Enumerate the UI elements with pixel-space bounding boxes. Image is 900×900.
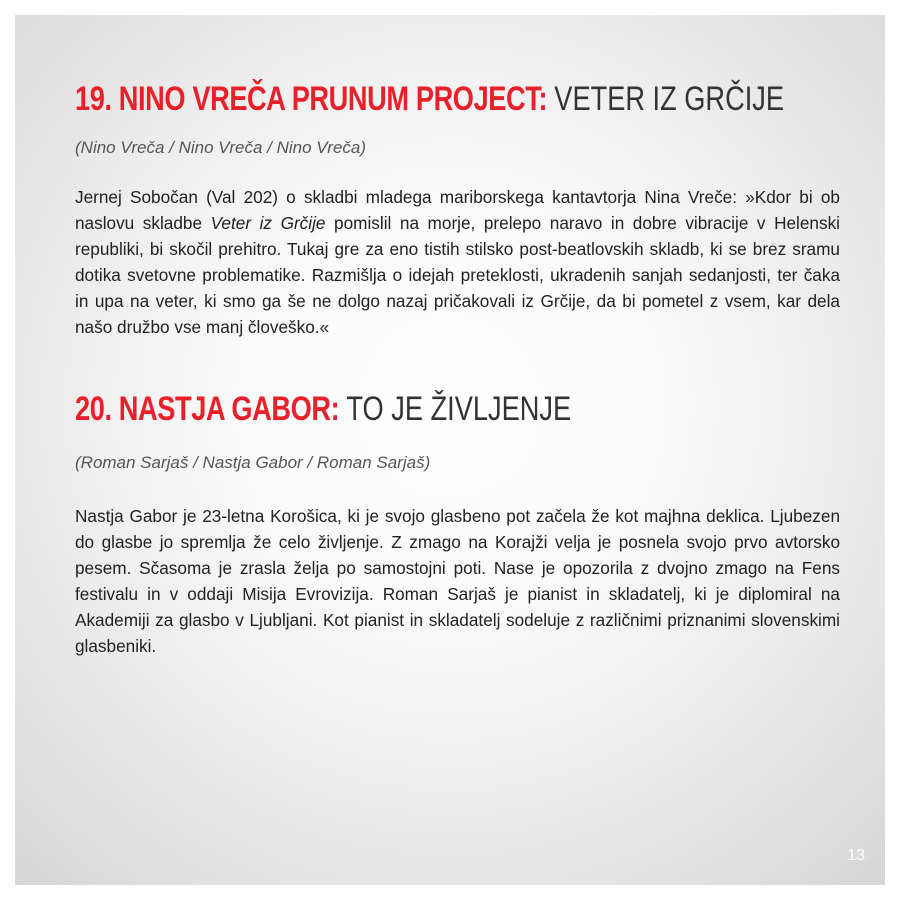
artist-name: NASTJA GABOR: bbox=[118, 390, 340, 428]
booklet-page bbox=[15, 15, 885, 885]
song-number: 20. bbox=[75, 390, 112, 428]
song-description: Nastja Gabor je 23-letna Korošica, ki je svojo glasbeno pot začela že kot majhna deklica. Ljubezen do glasbe jo spremlja že celo življenje. Z zmago na Korajži velja je posnela svojo prvo avtorsko pesem. Sčasoma je zrasla želja po samostojni poti. Nase je opozorila z dvojno zmago na Fens festivalu in v oddaji Misija Evrovizija. Roman Sarjaš je pianist in skladatelj, ki je diplomiral na Akademiji za glasbo v Ljubljani. Kot pianist in skladatelj sodeluje z različnimi priznanimi slovenskimi glasbeniki. bbox=[75, 506, 840, 656]
song-entry-19 bbox=[75, 75, 840, 340]
song-entry-20 bbox=[75, 385, 840, 659]
song-credits: (Roman Sarjaš / Nastja Gabor / Roman Sarjaš) bbox=[75, 453, 431, 472]
song-description bbox=[75, 184, 840, 340]
song-title: TO JE ŽIVLJENJE bbox=[346, 390, 572, 428]
description-text: Jernej Sobočan (Val 202) o skladbi mladega mariborskega kantavtorja Nina Vreče: »Kdor bi ob naslovu skladbe bbox=[75, 187, 840, 233]
song-heading bbox=[75, 75, 785, 123]
description-song-title: Veter iz Grčije bbox=[210, 213, 326, 233]
artist-name: NINO VREČA PRUNUM PROJECT: bbox=[118, 80, 548, 118]
song-heading bbox=[75, 385, 687, 433]
song-title: VETER IZ GRČIJE bbox=[554, 80, 785, 118]
description-text: pomislil na morje, prelepo naravo in dobre vibracije v Helenski republiki, bi skočil prehitro. Tukaj gre za eno tistih stilsko post-beatlovskih skladb, ki se brez sramu dotika svetovne problematike. Razmišlja o idejah preteklosti, ukradenih sanjah sedanjosti, ter čaka in upa na veter, ki smo ga še ne dolgo nazaj pričakovali iz Grčije, da bi pometel z vsem, kar dela našo družbo vse manj človeško.« bbox=[75, 213, 840, 337]
page-number: 13 bbox=[847, 847, 865, 864]
song-number: 19. bbox=[75, 80, 112, 118]
song-credits: (Nino Vreča / Nino Vreča / Nino Vreča) bbox=[75, 138, 367, 157]
